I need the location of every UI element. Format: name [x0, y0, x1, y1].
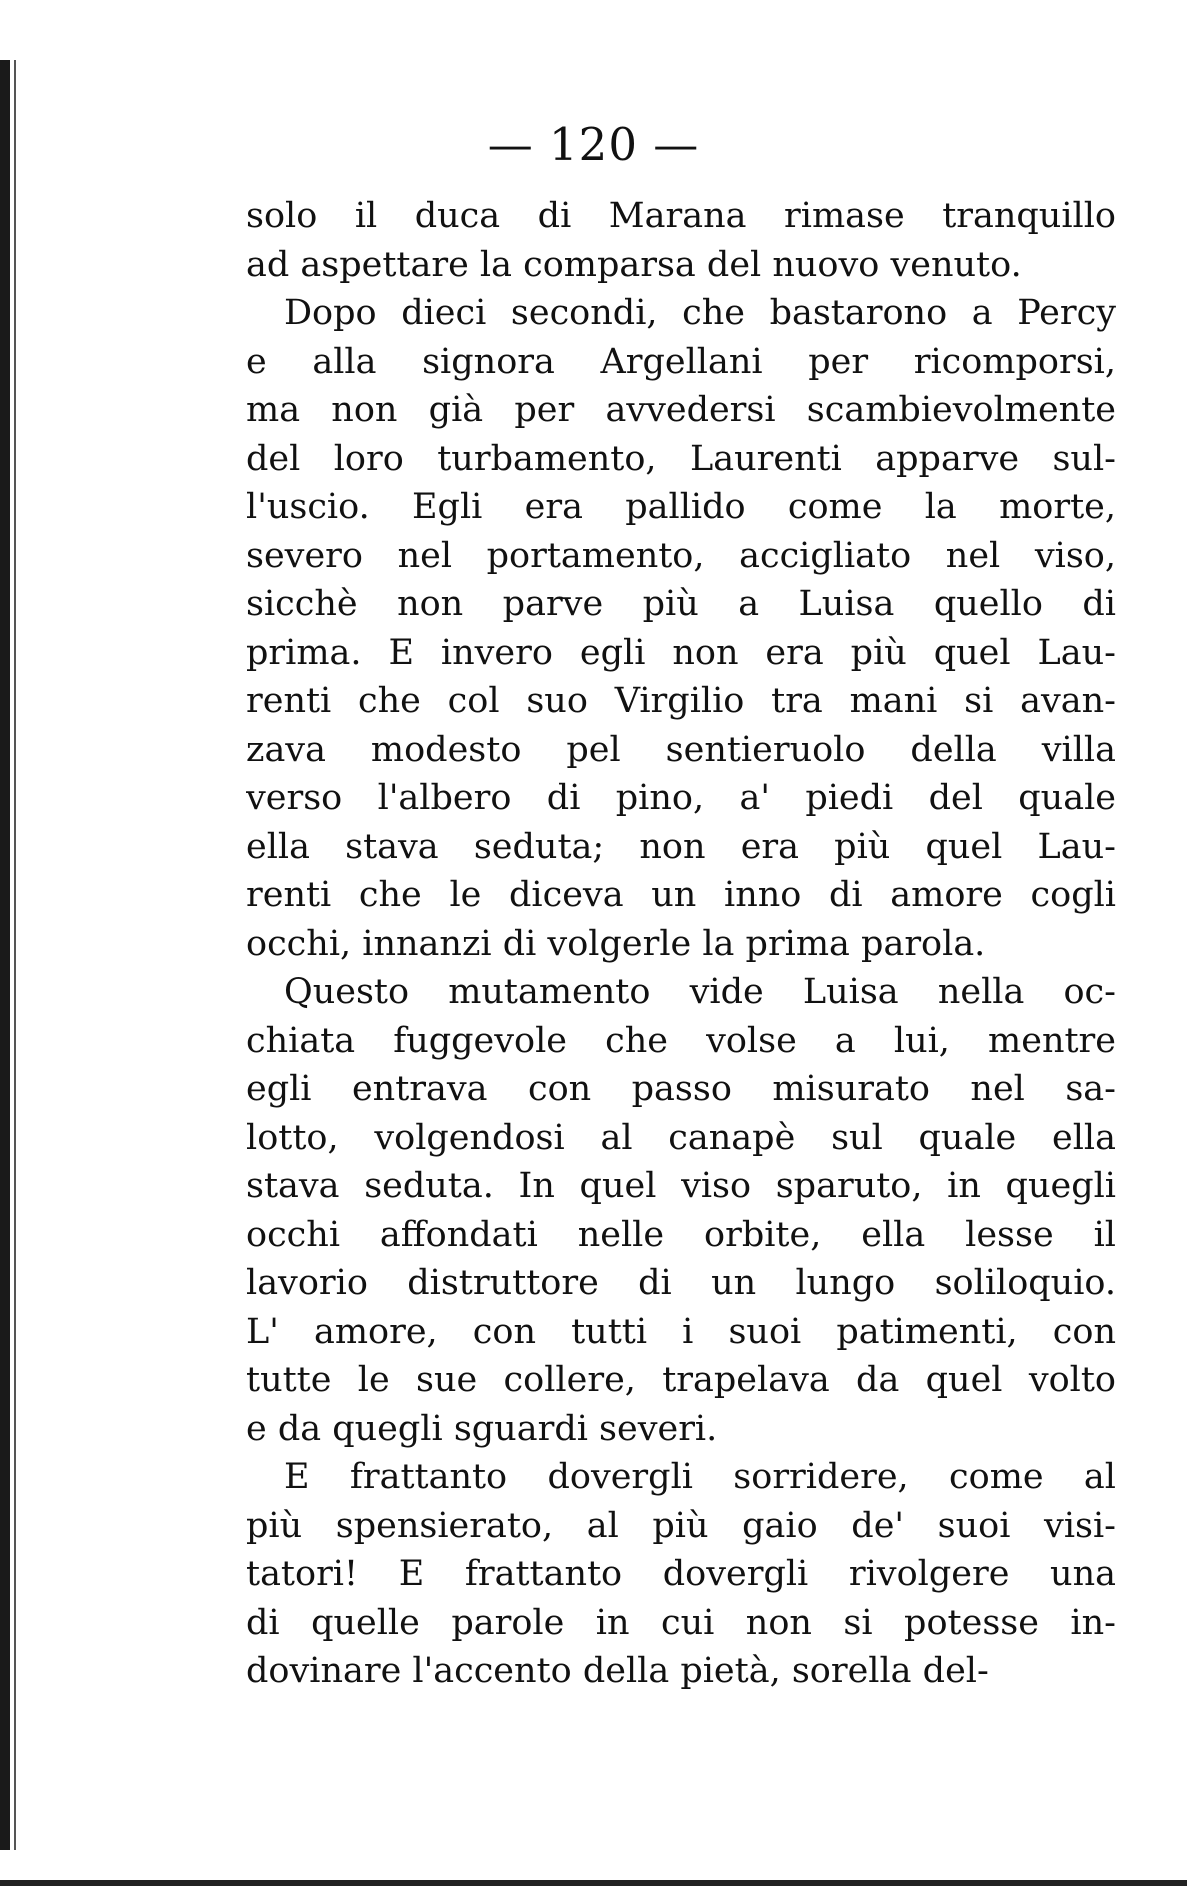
- text-line: più spensierato, al più gaio de' suoi visi-: [246, 1505, 1116, 1546]
- text-line: renti che col suo Virgilio tra mani si avan-: [246, 681, 1116, 721]
- text-line: renti che le diceva un inno di amore cogli: [246, 875, 1116, 915]
- text-line: ella stava seduta; non era più quel Lau-: [246, 826, 1116, 867]
- text-line: tutte le sue collere, trapelava da quel volto: [246, 1360, 1116, 1400]
- text-line: occhi affondati nelle orbite, ella lesse il: [246, 1214, 1116, 1255]
- text-line: verso l'albero di pino, a' piedi del quale: [246, 778, 1116, 818]
- paragraph: [246, 968, 1116, 1453]
- text-line: del loro turbamento, Laurenti apparve sul-: [246, 438, 1116, 479]
- text-line: Questo mutamento vide Luisa nella oc-: [284, 972, 1116, 1012]
- text-line: lavorio distruttore di un lungo soliloquio.: [246, 1263, 1116, 1303]
- text-line: zava modesto pel sentieruolo della villa: [246, 729, 1116, 770]
- page-number: — 120 —: [487, 118, 700, 171]
- text-line: ma non già per avvedersi scambievolmente: [246, 390, 1116, 430]
- text-line: dovinare l'accento della pietà, sorella del-: [246, 1651, 989, 1691]
- text-line: egli entrava con passo misurato nel sa-: [246, 1069, 1116, 1109]
- text-line: e alla signora Argellani per ricomporsi,: [246, 341, 1116, 382]
- text-line: e da quegli sguardi severi.: [246, 1408, 718, 1449]
- text-line: L' amore, con tutti i suoi patimenti, con: [246, 1311, 1116, 1352]
- text-line: Dopo dieci secondi, che bastarono a Percy: [284, 293, 1116, 333]
- text-line: chiata fuggevole che volse a lui, mentre: [246, 1020, 1116, 1061]
- text-line: solo il duca di Marana rimase tranquillo: [246, 196, 1116, 236]
- paragraph: [246, 192, 1116, 289]
- text-line: di quelle parole in cui non si potesse in-: [246, 1602, 1116, 1643]
- text-line: occhi, innanzi di volgerle la prima parola.: [246, 923, 986, 964]
- text-line: E frattanto dovergli sorridere, come al: [284, 1457, 1116, 1497]
- text-line: severo nel portamento, accigliato nel viso,: [246, 535, 1116, 576]
- page-binding-edge: [0, 60, 26, 1850]
- text-line: l'uscio. Egli era pallido come la morte,: [246, 487, 1116, 527]
- page-bottom-edge: [0, 1878, 1187, 1892]
- paragraph: [246, 289, 1116, 968]
- text-line: ad aspettare la comparsa del nuovo venuto.: [246, 244, 1022, 285]
- text-line: tatori! E frattanto dovergli rivolgere una: [246, 1554, 1116, 1594]
- text-line: prima. E invero egli non era più quel Lau-: [246, 632, 1116, 673]
- paragraph: [246, 1453, 1116, 1696]
- text-line: sicchè non parve più a Luisa quello di: [246, 584, 1116, 624]
- page-body: [246, 192, 1116, 1696]
- text-line: stava seduta. In quel viso sparuto, in quegli: [246, 1166, 1116, 1206]
- text-line: lotto, volgendosi al canapè sul quale ella: [246, 1117, 1116, 1158]
